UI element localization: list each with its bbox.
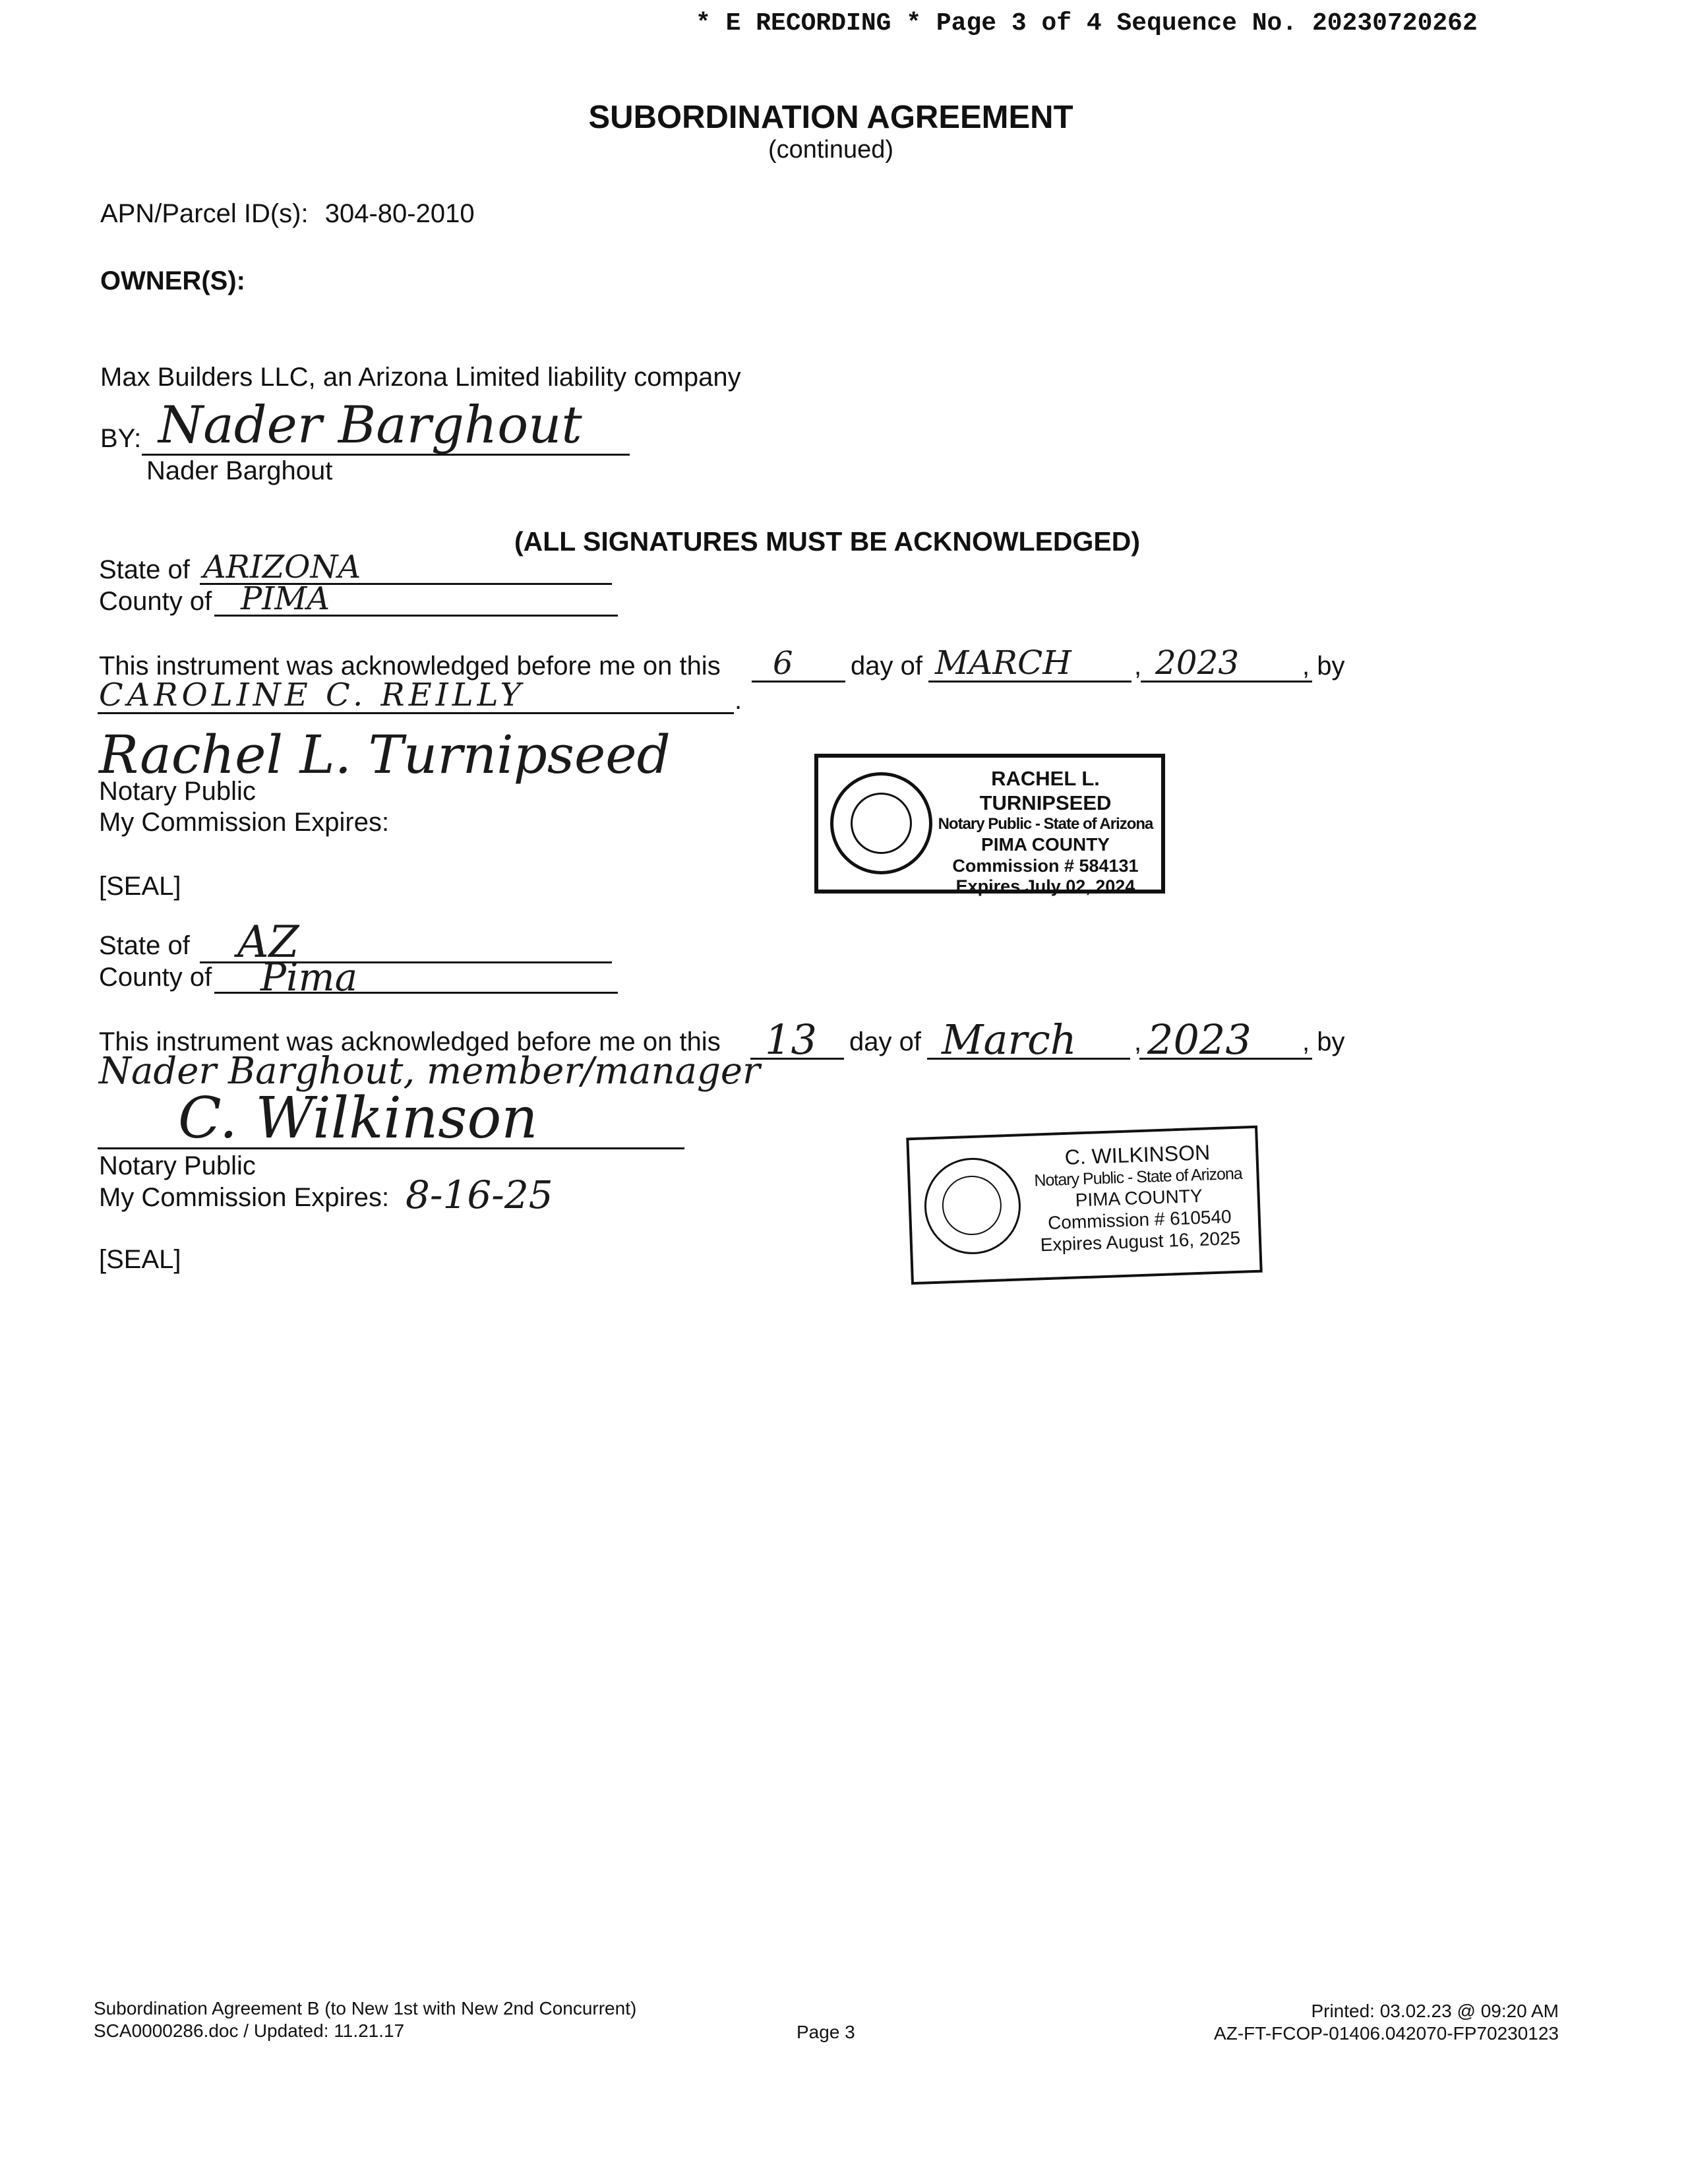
ack1-day: 6 — [773, 645, 793, 682]
ack1-day-line — [752, 681, 845, 682]
stamp2-county: PIMA COUNTY — [1075, 1186, 1203, 1211]
apn-value: 304-80-2010 — [324, 199, 475, 228]
ack1-year: 2023 — [1155, 644, 1240, 682]
ack1-state-value: ARIZONA — [203, 549, 361, 586]
acknowledgment-notice: (ALL SIGNATURES MUST BE ACKNOWLEDGED) — [514, 526, 1141, 557]
ack1-month: MARCH — [935, 644, 1071, 682]
ack1-text-start: This instrument was acknowledged before me on this — [99, 652, 721, 681]
ack2-notary-signature: C. Wilkinson — [178, 1085, 538, 1151]
document-title: SUBORDINATION AGREEMENT — [588, 100, 1073, 135]
ack1-county-value: PIMA — [241, 580, 330, 617]
ack1-county-label: County of — [99, 587, 212, 616]
stamp1-county: PIMA COUNTY — [981, 834, 1110, 855]
ack1-period: . — [735, 686, 742, 715]
recording-header: * E RECORDING * Page 3 of 4 Sequence No. 20230720262 — [696, 9, 1478, 38]
notary-stamp-1 — [814, 754, 1165, 897]
ack2-comma: , — [1134, 1027, 1142, 1056]
stamp1-state: Notary Public - State of Arizona — [938, 815, 1153, 834]
ack1-commission-label: My Commission Expires: — [99, 808, 390, 837]
stamp2-commission: Commission # 610540 — [1047, 1206, 1232, 1234]
stamp1-commission: Commission # 584131 — [952, 855, 1139, 876]
ack1-notary-label: Notary Public — [99, 777, 256, 806]
owners-heading: OWNER(S): — [100, 266, 245, 295]
ack2-text-start: This instrument was acknowledged before me on this — [99, 1027, 721, 1056]
ack1-comma: , — [1134, 652, 1142, 681]
notary-seal-icon — [922, 1156, 1022, 1256]
document-subtitle: (continued) — [768, 136, 894, 164]
ack2-person: Nader Barghout, member/manager — [99, 1050, 760, 1093]
ack2-day: 13 — [765, 1016, 817, 1064]
ack2-by: , by — [1302, 1027, 1345, 1056]
stamp1-text — [932, 767, 1159, 897]
footer-page-number: Page 3 — [797, 2022, 855, 2042]
ack1-state-label: State of — [99, 555, 190, 584]
ack2-year: 2023 — [1147, 1016, 1251, 1064]
ack2-state-value: AZ — [237, 917, 299, 967]
ack1-person: CAROLINE C. REILLY — [99, 677, 526, 713]
ack2-day-of: day of — [849, 1027, 921, 1056]
owner-signature: Nader Barghout — [158, 396, 582, 455]
ack2-commission-label: My Commission Expires: — [99, 1183, 390, 1212]
apn-line — [100, 199, 475, 229]
ack2-county-value: Pima — [260, 955, 358, 1000]
ack2-seal-label: [SEAL] — [99, 1245, 181, 1274]
stamp1-expires: Expires July 02, 2024 — [955, 876, 1135, 897]
ack2-county-label: County of — [99, 963, 212, 992]
apn-label: APN/Parcel ID(s): — [100, 199, 309, 228]
stamp2-state: Notary Public - State of Arizona — [1033, 1164, 1243, 1190]
ack1-notary-signature: Rachel L. Turnipseed — [99, 724, 671, 785]
stamp2-name: C. WILKINSON — [1064, 1140, 1211, 1169]
ack1-seal-label: [SEAL] — [99, 872, 181, 901]
footer-printed: Printed: 03.02.23 @ 09:20 AM — [1311, 2001, 1559, 2021]
footer-reference: AZ-FT-FCOP-01406.042070-FP70230123 — [1214, 2023, 1559, 2044]
owner-name: Nader Barghout — [146, 456, 333, 485]
ack2-month: March — [942, 1016, 1077, 1064]
ack2-commission-value: 8-16-25 — [406, 1172, 553, 1217]
ack1-by: , by — [1302, 652, 1345, 681]
stamp1-name: RACHEL L. TURNIPSEED — [979, 767, 1112, 814]
by-label: BY: — [100, 424, 142, 453]
footer-form-file: SCA0000286.doc / Updated: 11.21.17 — [94, 2020, 405, 2041]
owner-company: Max Builders LLC, an Arizona Limited liability company — [100, 363, 741, 392]
ack2-state-label: State of — [99, 931, 190, 960]
ack1-day-of: day of — [851, 652, 922, 681]
stamp2-expires: Expires August 16, 2025 — [1040, 1228, 1241, 1256]
notary-stamp-2 — [906, 1126, 1262, 1285]
notary-seal-icon — [830, 772, 932, 874]
footer-form-name: Subordination Agreement B (to New 1st with New 2nd Concurrent) — [94, 1998, 637, 2018]
ack2-notary-label: Notary Public — [99, 1151, 256, 1180]
stamp2-text — [1020, 1139, 1258, 1257]
